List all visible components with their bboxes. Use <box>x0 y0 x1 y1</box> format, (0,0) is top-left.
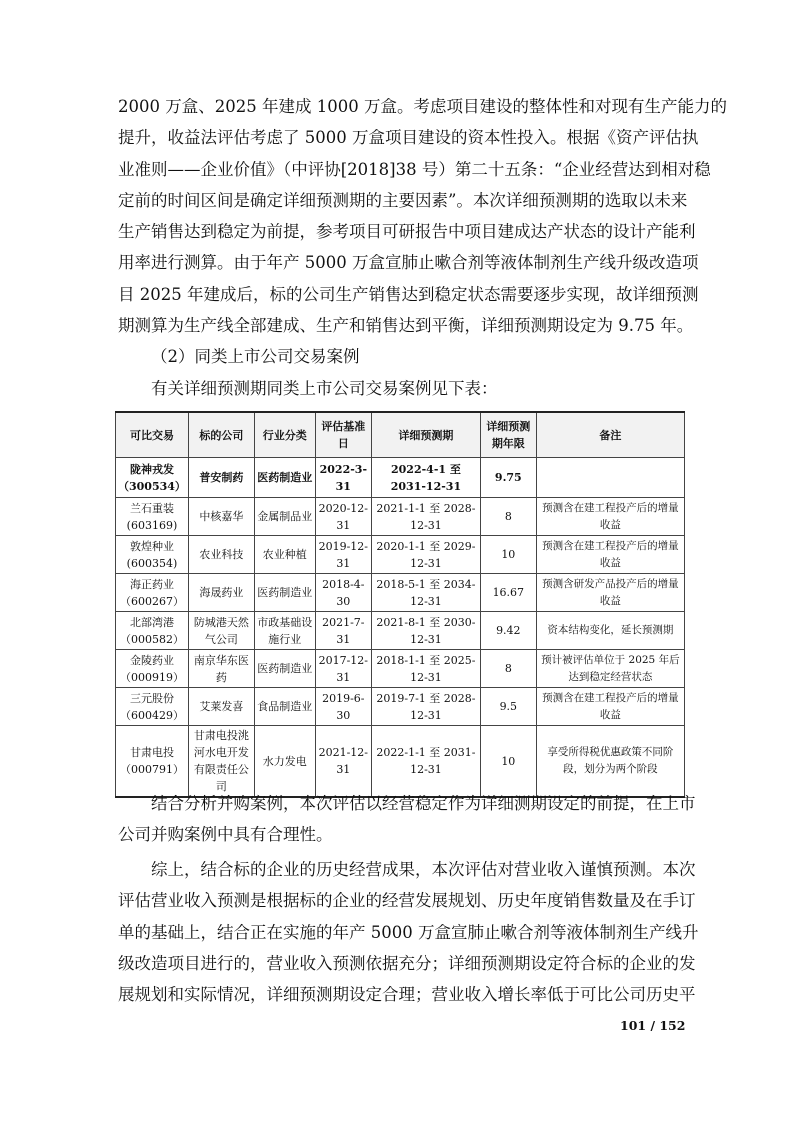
paragraph-forecast-period <box>118 91 727 341</box>
table-cell: 2017-12-31 <box>315 650 371 688</box>
table-row <box>116 726 685 798</box>
table-cell: 医药制造业 <box>254 458 315 498</box>
table-cell: 资本结构变化，延长预测期 <box>536 612 684 650</box>
table-cell: 10 <box>480 536 536 574</box>
table-cell: 兰石重装(603169) <box>116 498 189 536</box>
table-cell: 艾莱发喜 <box>188 688 254 726</box>
table-row <box>116 536 685 574</box>
text-line: 生产销售达到稳定为前提，参考项目可研报告中项目建成达产状态的设计产能利 <box>118 222 696 242</box>
table-cell: 北部湾港（000582） <box>116 612 189 650</box>
text-line: 定前的时间区间是确定详细预测期的主要因素”。本次详细预测期的选取以未来 <box>118 190 688 210</box>
column-header: 备注 <box>536 412 684 458</box>
table-cell: 普安制药 <box>188 458 254 498</box>
table-cell: 2019-12-31 <box>315 536 371 574</box>
paragraph-analysis <box>118 788 696 851</box>
table-intro <box>118 373 678 404</box>
table-cell: 2021-1-1 至 2028-12-31 <box>372 498 481 536</box>
column-header: 详细预测期 <box>372 412 481 458</box>
table-cell: 医药制造业 <box>254 650 315 688</box>
table-cell: 16.67 <box>480 574 536 612</box>
column-header: 可比交易 <box>116 412 189 458</box>
table-cell: 海晟药业 <box>188 574 254 612</box>
text-line: （2）同类上市公司交易案例 <box>151 347 360 366</box>
table-cell: 2018-5-1 至 2034-12-31 <box>372 574 481 612</box>
table-header-row <box>116 412 685 458</box>
table-row <box>116 574 685 612</box>
table-cell: 敦煌种业(600354) <box>116 536 189 574</box>
text-line: 级改造项目进行的，营业收入预测依据充分；详细预测期设定符合标的企业的发 <box>118 953 696 973</box>
table-cell: 8 <box>480 650 536 688</box>
table-cell: 8 <box>480 498 536 536</box>
table-cell: 预测含在建工程投产后的增量收益 <box>536 688 684 726</box>
comparable-transactions-table <box>115 411 685 798</box>
column-header: 行业分类 <box>254 412 315 458</box>
text-line: 有关详细预测期同类上市公司交易案例见下表： <box>151 379 498 398</box>
table-cell: 甘肃电投洮河水电开发有限责任公司 <box>188 726 254 798</box>
section-heading <box>118 341 678 372</box>
table-cell: 2022-1-1 至 2031-12-31 <box>372 726 481 798</box>
table-cell: 2018-4-30 <box>315 574 371 612</box>
text-line: 评估营业收入预测是根据标的企业的经营发展规划、历史年度销售数量及在手订 <box>118 891 696 911</box>
table-cell: 2020-1-1 至 2029-12-31 <box>372 536 481 574</box>
table-cell: 市政基础设施行业 <box>254 612 315 650</box>
text-line: 展规划和实际情况，详细预测期设定合理；营业收入增长率低于可比公司历史平 <box>118 985 696 1005</box>
table-cell: 2018-1-1 至 2025-12-31 <box>372 650 481 688</box>
table-row <box>116 650 685 688</box>
table-cell: 甘肃电投（000791） <box>116 726 189 798</box>
table-cell: 享受所得税优惠政策不同阶段，划分为两个阶段 <box>536 726 684 798</box>
table-cell: 预测含在建工程投产后的增量收益 <box>536 536 684 574</box>
table-row <box>116 612 685 650</box>
table-cell: 9.75 <box>480 458 536 498</box>
column-header: 评估基准日 <box>315 412 371 458</box>
table-cell: 食品制造业 <box>254 688 315 726</box>
table-cell: 海正药业（600267） <box>116 574 189 612</box>
table-cell: 三元股份（600429） <box>116 688 189 726</box>
table-cell: 南京华东医药 <box>188 650 254 688</box>
text-line: 综上，结合标的企业的历史经营成果，本次评估对营业收入谨慎预测。本次 <box>151 860 696 879</box>
table-row <box>116 458 685 498</box>
text-line: 2000 万盒、2025 年建成 1000 万盒。考虑项目建设的整体性和对现有生产能力的 <box>118 97 727 116</box>
table-cell: 2021-12-31 <box>315 726 371 798</box>
text-line: 提升，收益法评估考虑了 5000 万盒项目建设的资本性投入。根据《资产评估执 <box>118 128 699 148</box>
text-line: 公司并购案例中具有合理性。 <box>118 825 333 845</box>
table-cell: 9.42 <box>480 612 536 650</box>
paragraph-conclusion <box>118 854 699 1010</box>
table-cell: 2020-12-31 <box>315 498 371 536</box>
text-line: 目 2025 年建成后，标的公司生产销售达到稳定状态需要逐步实现，故详细预测 <box>118 284 699 304</box>
table-cell <box>536 458 684 498</box>
table-cell: 2021-7-31 <box>315 612 371 650</box>
text-line: 单的基础上，结合正在实施的年产 5000 万盒宣肺止嗽合剂等液体制剂生产线升 <box>118 922 699 942</box>
table-cell: 2019-7-1 至 2028-12-31 <box>372 688 481 726</box>
table-row <box>116 498 685 536</box>
table-cell: 水力发电 <box>254 726 315 798</box>
table-cell: 预测含研发产品投产后的增量收益 <box>536 574 684 612</box>
table-cell: 中核嘉华 <box>188 498 254 536</box>
table-cell: 2021-8-1 至 2030-12-31 <box>372 612 481 650</box>
table-cell: 防城港天然气公司 <box>188 612 254 650</box>
table-cell: 2019-6-30 <box>315 688 371 726</box>
table-cell: 金属制品业 <box>254 498 315 536</box>
table-cell: 金陵药业（000919） <box>116 650 189 688</box>
text-line: 结合分析并购案例，本次评估以经营稳定作为详细测期设定的前提，在上市 <box>151 794 696 813</box>
text-line: 业准则——企业价值》（中评协[2018]38 号）第二十五条：“企业经营达到相对稳 <box>118 159 711 179</box>
table-cell: 预测含在建工程投产后的增量收益 <box>536 498 684 536</box>
table-cell: 预计被评估单位于 2025 年后达到稳定经营状态 <box>536 650 684 688</box>
table-cell: 2022-4-1 至 2031-12-31 <box>372 458 481 498</box>
page-number: 101 / 152 <box>620 1018 686 1033</box>
table-cell: 9.5 <box>480 688 536 726</box>
table-cell: 2022-3-31 <box>315 458 371 498</box>
table-row <box>116 688 685 726</box>
table-cell: 10 <box>480 726 536 798</box>
column-header: 详细预测期年限 <box>480 412 536 458</box>
text-line: 期测算为生产线全部建成、生产和销售达到平衡，详细预测期设定为 9.75 年。 <box>118 316 694 336</box>
table-cell: 陇神戎发（300534） <box>116 458 189 498</box>
table-cell: 医药制造业 <box>254 574 315 612</box>
column-header: 标的公司 <box>188 412 254 458</box>
table-cell: 农业种植 <box>254 536 315 574</box>
text-line: 用率进行测算。由于年产 5000 万盒宣肺止嗽合剂等液体制剂生产线升级改造项 <box>118 253 699 273</box>
table-cell: 农业科技 <box>188 536 254 574</box>
